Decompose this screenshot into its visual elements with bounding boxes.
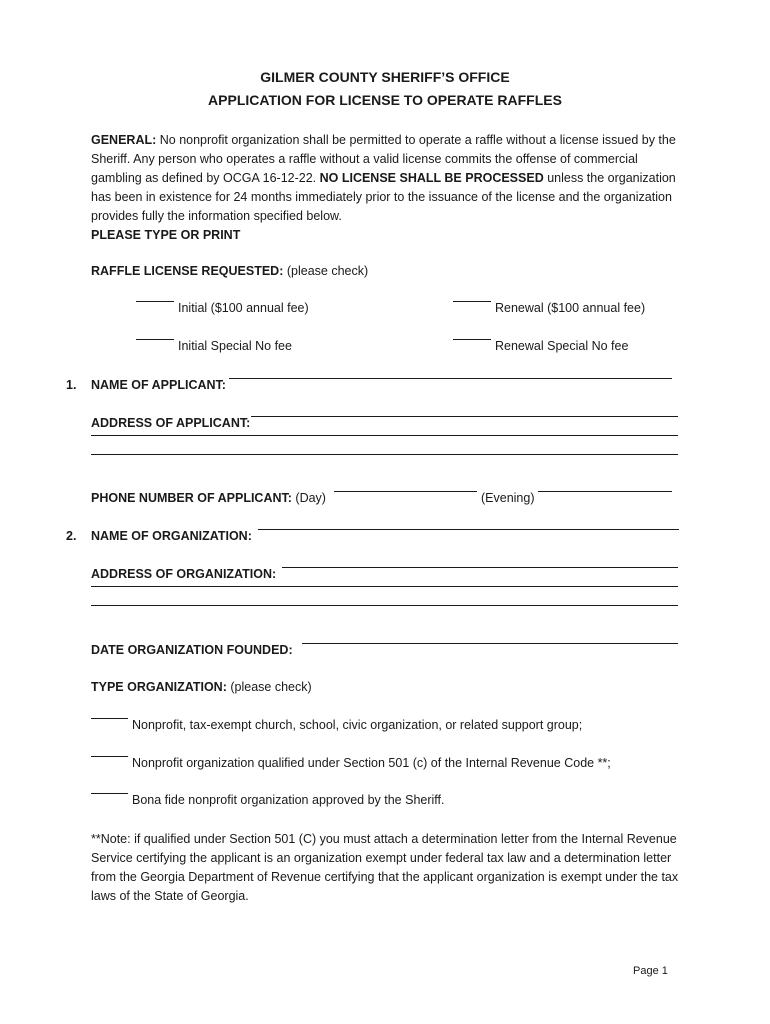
- option-initial-special-label: Initial Special No fee: [178, 339, 292, 353]
- applicant-address-line-3[interactable]: [91, 454, 678, 455]
- applicant-name-line[interactable]: [229, 378, 672, 379]
- organization-type-label: TYPE ORGANIZATION:: [91, 680, 227, 694]
- organization-address-line-1[interactable]: [282, 567, 678, 568]
- form-title-office: GILMER COUNTY SHERIFF’S OFFICE: [260, 69, 510, 85]
- section-501c-note: **Note: if qualified under Section 501 (C) you must attach a determination letter from the Internal Revenue Service certifying the applicant is an organization exempt under federal tax law and a determination letter from the Georgia Department of Revenue certifying that the applicant organization is exempt under the tax laws of the State of Georgia.: [91, 832, 679, 903]
- organization-address-label: ADDRESS OF ORGANIZATION:: [91, 567, 277, 581]
- organization-address-line-2[interactable]: [91, 586, 678, 587]
- type-option-3-label: Bona fide nonprofit organization approved by the Sheriff.: [132, 793, 445, 807]
- no-license-warning: NO LICENSE SHALL BE PROCESSED: [319, 171, 544, 185]
- section-2-number: 2.: [66, 529, 77, 543]
- initial-checkbox-line[interactable]: [136, 301, 174, 302]
- applicant-address-label: ADDRESS OF APPLICANT:: [91, 416, 251, 430]
- form-title-application: APPLICATION FOR LICENSE TO OPERATE RAFFLES: [208, 92, 562, 108]
- page-number: Page 1: [633, 965, 668, 977]
- phone-day-line[interactable]: [334, 491, 477, 492]
- option-initial-label: Initial ($100 annual fee): [178, 301, 309, 315]
- applicant-phone-row: [91, 491, 326, 506]
- phone-evening-line[interactable]: [538, 491, 672, 492]
- raffle-license-label: RAFFLE LICENSE REQUESTED:: [91, 264, 284, 278]
- option-renewal-special-label: Renewal Special No fee: [495, 339, 629, 353]
- applicant-address-line-1[interactable]: [251, 416, 678, 417]
- type-option-1-label: Nonprofit, tax-exempt church, school, civic organization, or related support group;: [132, 718, 583, 732]
- type-option-2-label: Nonprofit organization qualified under Section 501 (c) of the Internal Revenue Code **;: [132, 756, 611, 770]
- option-renewal-label: Renewal ($100 annual fee): [495, 301, 646, 315]
- type-option-1-checkbox-line[interactable]: [91, 718, 128, 719]
- renewal-special-checkbox-line[interactable]: [453, 339, 491, 340]
- renewal-checkbox-line[interactable]: [453, 301, 491, 302]
- organization-name-label: NAME OF ORGANIZATION:: [91, 529, 252, 543]
- date-founded-line[interactable]: [302, 643, 678, 644]
- phone-day-label: (Day): [291, 491, 326, 505]
- organization-name-line[interactable]: [258, 529, 679, 530]
- general-paragraph: [91, 131, 691, 245]
- general-text-1: No nonprofit organization shall be permitted to operate a raffle without a license issued by the Sheriff. Any person who operates a raffle without a valid license commits the offense of commercial gambling as defined by OCGA 16-12-22.: [91, 133, 676, 185]
- type-or-print-instruction: PLEASE TYPE OR PRINT: [91, 228, 241, 242]
- type-option-2-checkbox-line[interactable]: [91, 756, 128, 757]
- organization-type-heading: [91, 680, 312, 695]
- raffle-license-note: (please check): [283, 264, 369, 278]
- general-label: GENERAL:: [91, 133, 157, 147]
- organization-type-note: (please check): [226, 680, 312, 694]
- applicant-name-label: NAME OF APPLICANT:: [91, 378, 226, 392]
- type-option-3-checkbox-line[interactable]: [91, 793, 128, 794]
- date-founded-label: DATE ORGANIZATION FOUNDED:: [91, 643, 293, 657]
- section-1-number: 1.: [66, 378, 77, 392]
- applicant-address-line-2[interactable]: [91, 435, 678, 436]
- phone-evening-label: (Evening): [481, 491, 535, 505]
- initial-special-checkbox-line[interactable]: [136, 339, 174, 340]
- organization-address-line-3[interactable]: [91, 605, 678, 606]
- raffle-license-heading: [91, 264, 368, 279]
- general-text-2: unless the organization has been in existence for 24 months immediately prior to the issuance of the license and the organization provides fully the information specified below.: [91, 171, 676, 223]
- applicant-phone-label: PHONE NUMBER OF APPLICANT:: [91, 491, 292, 505]
